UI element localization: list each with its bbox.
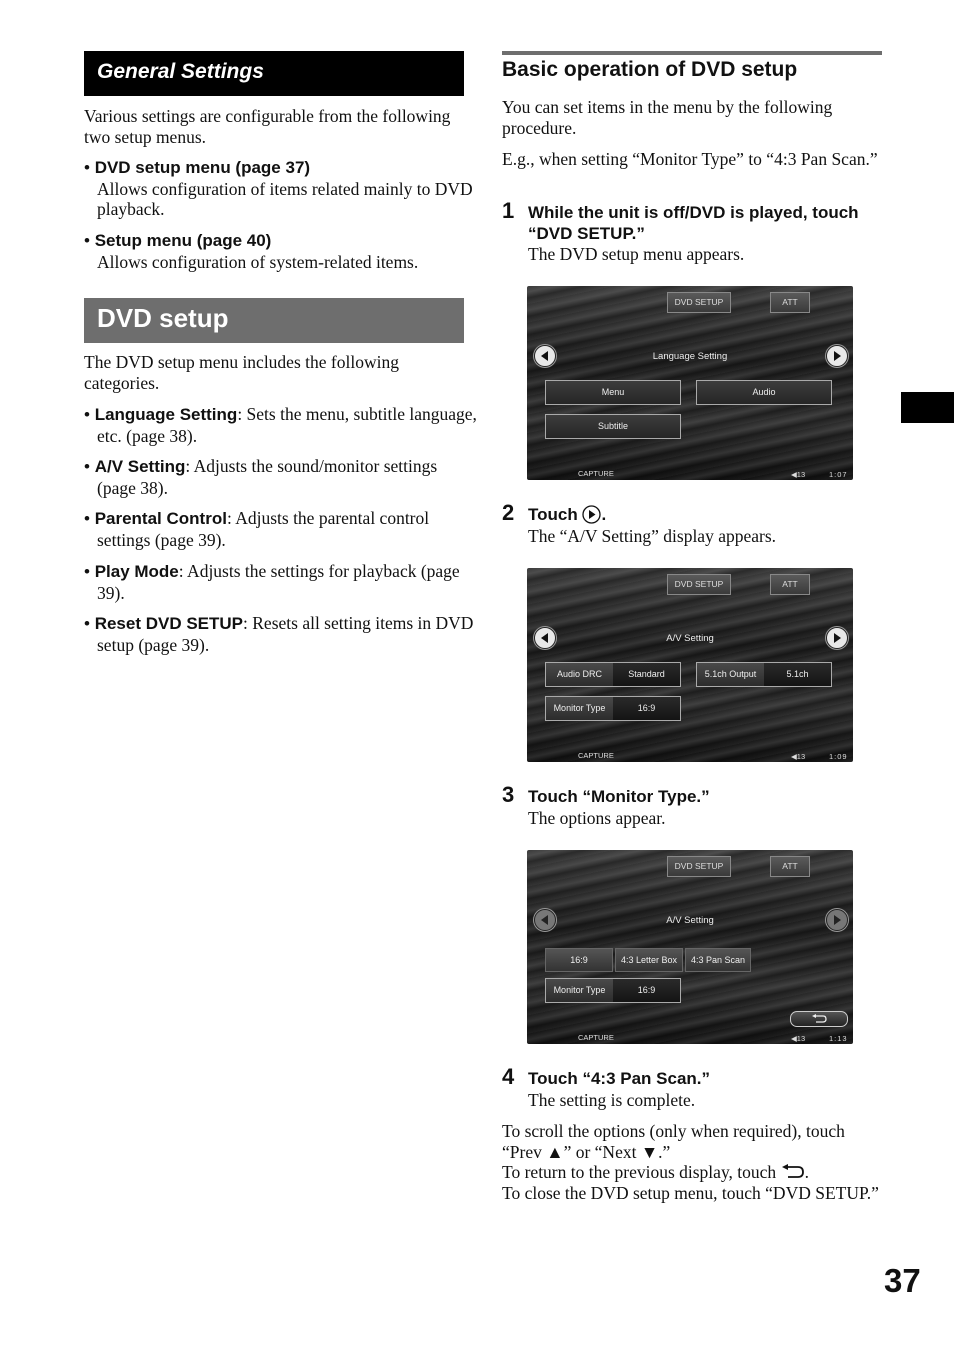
- next-arrow-icon: ▼: [640, 1141, 659, 1162]
- category-title: Play Mode: [94, 562, 179, 581]
- next-category-button[interactable]: [826, 345, 848, 367]
- basic-operation-heading: Basic operation of DVD setup: [502, 58, 798, 81]
- speaker-icon: ◀: [791, 752, 797, 761]
- next-category-button[interactable]: [826, 909, 848, 931]
- close-note: To close the DVD setup menu, touch “DVD SETUP.”: [502, 1183, 879, 1203]
- screen-av-setting: [527, 568, 853, 762]
- category-desc: : Adjusts the parental control settings (page 39).: [97, 508, 430, 550]
- capture-label[interactable]: CAPTURE: [578, 751, 614, 760]
- step-1-text: While the unit is off/DVD is played, touch “DVD SETUP.”: [528, 203, 859, 243]
- basic-example: E.g., when setting “Monitor Type” to “4:3 Pan Scan.”: [502, 149, 878, 169]
- setting-value: 16:9: [613, 697, 680, 720]
- general-item-dvd-setup-menu: • DVD setup menu (page 37) Allows configuration of items related mainly to DVD playback.: [84, 158, 473, 219]
- setting-value: 5.1ch: [764, 663, 831, 686]
- screen-title: A/V Setting: [666, 633, 714, 644]
- volume-indicator: ◀13: [791, 752, 806, 761]
- step-4-text: Touch “4:3 Pan Scan.”: [528, 1069, 711, 1088]
- category-title: Language Setting: [94, 405, 238, 424]
- monitor-type-setting[interactable]: [545, 978, 681, 1003]
- general-item-desc: Allows configuration of system-related items.: [97, 251, 419, 272]
- audio-drc-setting[interactable]: [545, 662, 681, 687]
- screen-monitor-type-options: [527, 850, 853, 1044]
- category-play-mode: • Play Mode: Adjusts the settings for playback (page 39).: [84, 561, 460, 603]
- option-16-9[interactable]: 16:9: [545, 948, 613, 972]
- capture-label[interactable]: CAPTURE: [578, 1033, 614, 1042]
- clock: 1:09: [829, 752, 848, 761]
- step-1-result: The DVD setup menu appears.: [528, 244, 745, 264]
- screen-title: A/V Setting: [666, 915, 714, 926]
- dvd-setup-button[interactable]: DVD SETUP: [667, 856, 731, 877]
- screen-language-setting: [527, 286, 853, 480]
- screen-title: Language Setting: [652, 351, 728, 362]
- dvd-setup-button[interactable]: DVD SETUP: [667, 292, 731, 313]
- dvd-setup-heading: [84, 298, 464, 343]
- category-reset-dvd-setup: • Reset DVD SETUP: Resets all setting items in DVD setup (page 39).: [84, 613, 474, 655]
- speaker-icon: ◀: [791, 470, 797, 479]
- volume-indicator: ◀13: [791, 1034, 806, 1043]
- general-intro: Various settings are configurable from the following two setup menus.: [84, 106, 451, 147]
- general-item-setup-menu: • Setup menu (page 40) Allows configuration of system-related items.: [84, 231, 419, 272]
- general-item-desc: Allows configuration of items related mainly to DVD playback.: [97, 178, 473, 219]
- volume-indicator: ◀13: [791, 470, 806, 479]
- speaker-icon: ◀: [791, 1034, 797, 1043]
- category-desc: : Resets all setting items in DVD setup (page 39).: [97, 613, 474, 655]
- monitor-type-setting[interactable]: [545, 696, 681, 721]
- step-number: 1: [502, 198, 515, 223]
- general-item-title: DVD setup menu (page 37): [94, 158, 311, 177]
- back-button[interactable]: [790, 1011, 848, 1027]
- att-button[interactable]: ATT: [770, 574, 810, 595]
- clock: 1:13: [829, 1034, 848, 1043]
- general-settings-heading: [84, 51, 464, 96]
- att-button[interactable]: ATT: [770, 292, 810, 313]
- category-title: Reset DVD SETUP: [94, 614, 244, 633]
- category-av-setting: • A/V Setting: Adjusts the sound/monitor settings (page 38).: [84, 456, 438, 498]
- basic-intro: You can set items in the menu by the following procedure.: [502, 97, 833, 138]
- step-number: 3: [502, 782, 515, 807]
- general-item-title: Setup menu (page 40): [94, 231, 272, 250]
- category-desc: : Adjusts the sound/monitor settings (page 38).: [97, 456, 438, 498]
- setting-label: Monitor Type: [546, 979, 613, 1002]
- menu-button[interactable]: Menu: [545, 380, 681, 405]
- subtitle-button[interactable]: Subtitle: [545, 414, 681, 439]
- dvd-setup-button[interactable]: DVD SETUP: [667, 574, 731, 595]
- general-settings-title: General Settings: [97, 60, 264, 83]
- section-rule: [502, 51, 882, 55]
- dvd-setup-intro: The DVD setup menu includes the following categories.: [84, 352, 399, 393]
- capture-label[interactable]: CAPTURE: [578, 469, 614, 478]
- setting-label: Audio DRC: [546, 663, 613, 686]
- step-3-text: Touch “Monitor Type.”: [528, 787, 710, 806]
- prev-arrow-icon: ▲: [546, 1141, 564, 1162]
- option-4-3-letter-box[interactable]: 4:3 Letter Box: [615, 948, 683, 972]
- category-desc: : Adjusts the settings for playback (page 39).: [97, 561, 460, 603]
- att-button[interactable]: ATT: [770, 856, 810, 877]
- category-language-setting: • Language Setting: Sets the menu, subtitle language, etc. (page 38).: [84, 404, 477, 446]
- clock: 1:07: [829, 470, 848, 479]
- step-4-result: The setting is complete.: [528, 1090, 696, 1110]
- category-parental-control: • Parental Control: Adjusts the parental control settings (page 39).: [84, 508, 430, 550]
- next-category-button[interactable]: [826, 627, 848, 649]
- audio-button[interactable]: Audio: [696, 380, 832, 405]
- next-circle-icon: [582, 505, 601, 524]
- return-icon: [781, 1164, 805, 1180]
- setting-value: 16:9: [613, 979, 680, 1002]
- step-number: 4: [502, 1064, 515, 1089]
- step-2-text: Touch .: [528, 505, 607, 524]
- setting-label: Monitor Type: [546, 697, 613, 720]
- setting-value: Standard: [613, 663, 680, 686]
- option-4-3-pan-scan[interactable]: 4:3 Pan Scan: [685, 948, 751, 972]
- category-title: Parental Control: [94, 509, 227, 528]
- step-2-result: The “A/V Setting” display appears.: [528, 526, 777, 546]
- return-note: To return to the previous display, touch .: [502, 1162, 809, 1182]
- category-desc: : Sets the menu, subtitle language, etc. (page 38).: [97, 404, 477, 446]
- section-tab-marker: [901, 392, 954, 423]
- step-number: 2: [502, 500, 515, 525]
- category-title: A/V Setting: [94, 457, 186, 476]
- scroll-note: To scroll the options (only when required), touch “Prev ▲” or “Next ▼.”: [502, 1121, 845, 1162]
- step-3-result: The options appear.: [528, 808, 666, 828]
- setting-label: 5.1ch Output: [697, 663, 764, 686]
- dvd-setup-title: DVD setup: [97, 303, 229, 333]
- page-number: 37: [884, 1262, 921, 1299]
- return-icon: [811, 1014, 827, 1024]
- output-51ch-setting[interactable]: [696, 662, 832, 687]
